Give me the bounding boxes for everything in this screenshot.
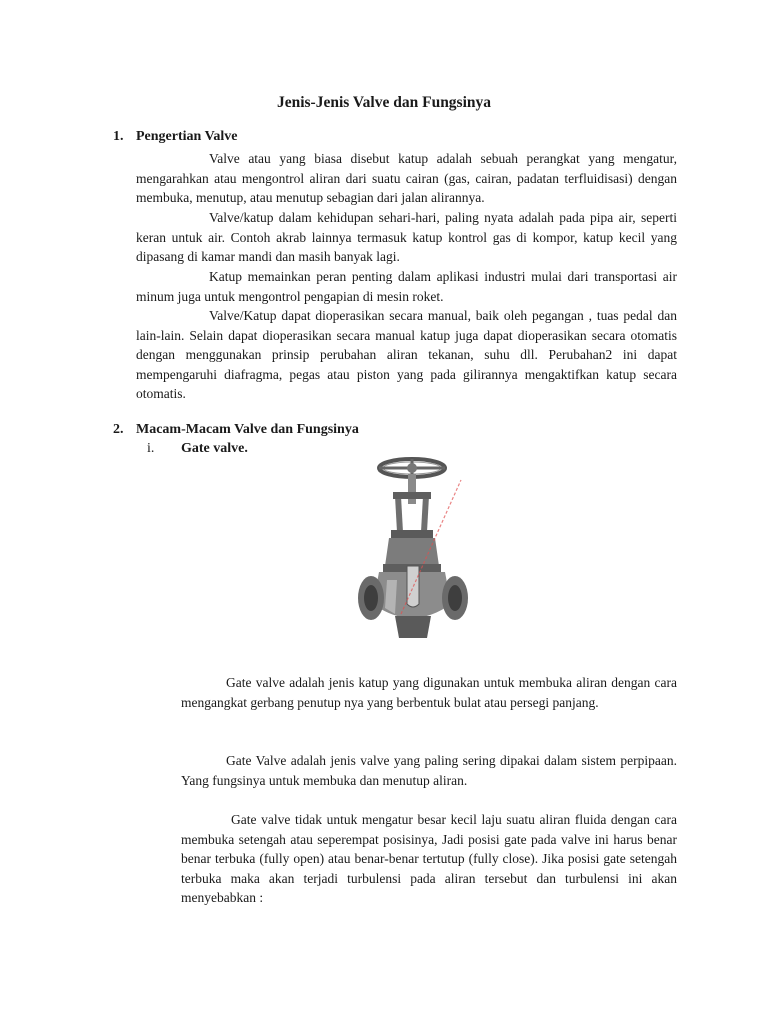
section-1-number: 1. bbox=[113, 129, 124, 144]
section-1-heading bbox=[113, 129, 513, 149]
section-1-paragraph-4: Valve/Katup dapat dioperasikan secara manual, baik oleh pegangan , tuas pedal dan lain-lain. Selain dapat dioperasikan secara manual katup juga dapat dioperasikan secara otomatis dengan menggunakan prinsip perubahan aliran tekanan, suhu dll. Perubahan2 ini dapat mempengaruhi diafragma, pegas atau piston yang pada gilirannya mengaktifkan katup secara otomatis. bbox=[136, 308, 677, 402]
gate-valve-image bbox=[357, 454, 473, 646]
section-1-paragraph-2: Valve/katup dalam kehidupan sehari-hari, paling nyata adalah pada pipa air, seperti keran untuk air. Contoh akrab lainnya termasuk katup kontrol gas di kompor, katup kecil yang dipasang di kamar mandi dan masih banyak lagi. bbox=[136, 210, 677, 265]
section-1-paragraph-1: Valve atau yang biasa disebut katup adalah sebuah perangkat yang mengatur, mengarahkan atau mengontrol aliran dari suatu cairan (gas, cairan, padatan terfluidisasi) dengan membuka, menutup, atau menutup sebagian dari jalan alirannya. bbox=[136, 151, 677, 206]
gate-valve-paragraph-1: Gate valve adalah jenis katup yang digunakan untuk membuka aliran dengan cara mengangkat gerbang penutup nya yang berbentuk bulat atau persegi panjang. bbox=[181, 675, 677, 710]
subitem-title: Gate valve. bbox=[181, 441, 248, 456]
section-2-heading bbox=[113, 422, 513, 442]
section-1-paragraph-3: Katup memainkan peran penting dalam aplikasi industri mulai dari transportasi air minum juga untuk mengontrol pengapian di mesin roket. bbox=[136, 269, 677, 304]
section-2-title: Macam-Macam Valve dan Fungsinya bbox=[136, 422, 359, 437]
subitem-number: i. bbox=[147, 441, 155, 456]
gate-valve-paragraph-3: Gate valve tidak untuk mengatur besar kecil laju suatu aliran fluida dengan cara membuka setengah atau seperempat posisinya, Jadi posisi gate pada valve ini harus benar benar terbuka (fully open) atau benar-benar tertutup (fully close). Jika posisi gate setengah terbuka maka akan terjadi turbulensi pada aliran tersebut dan turbulensi ini akan menyebabkan : bbox=[181, 812, 677, 906]
document-title: Jenis-Jenis Valve dan Fungsinya bbox=[276, 94, 492, 111]
section-1-title: Pengertian Valve bbox=[136, 129, 238, 144]
gate-valve-paragraph-2: Gate Valve adalah jenis valve yang paling sering dipakai dalam sistem perpipaan. Yang fungsinya untuk membuka dan menutup aliran. bbox=[181, 753, 677, 788]
section-2-number: 2. bbox=[113, 422, 124, 437]
